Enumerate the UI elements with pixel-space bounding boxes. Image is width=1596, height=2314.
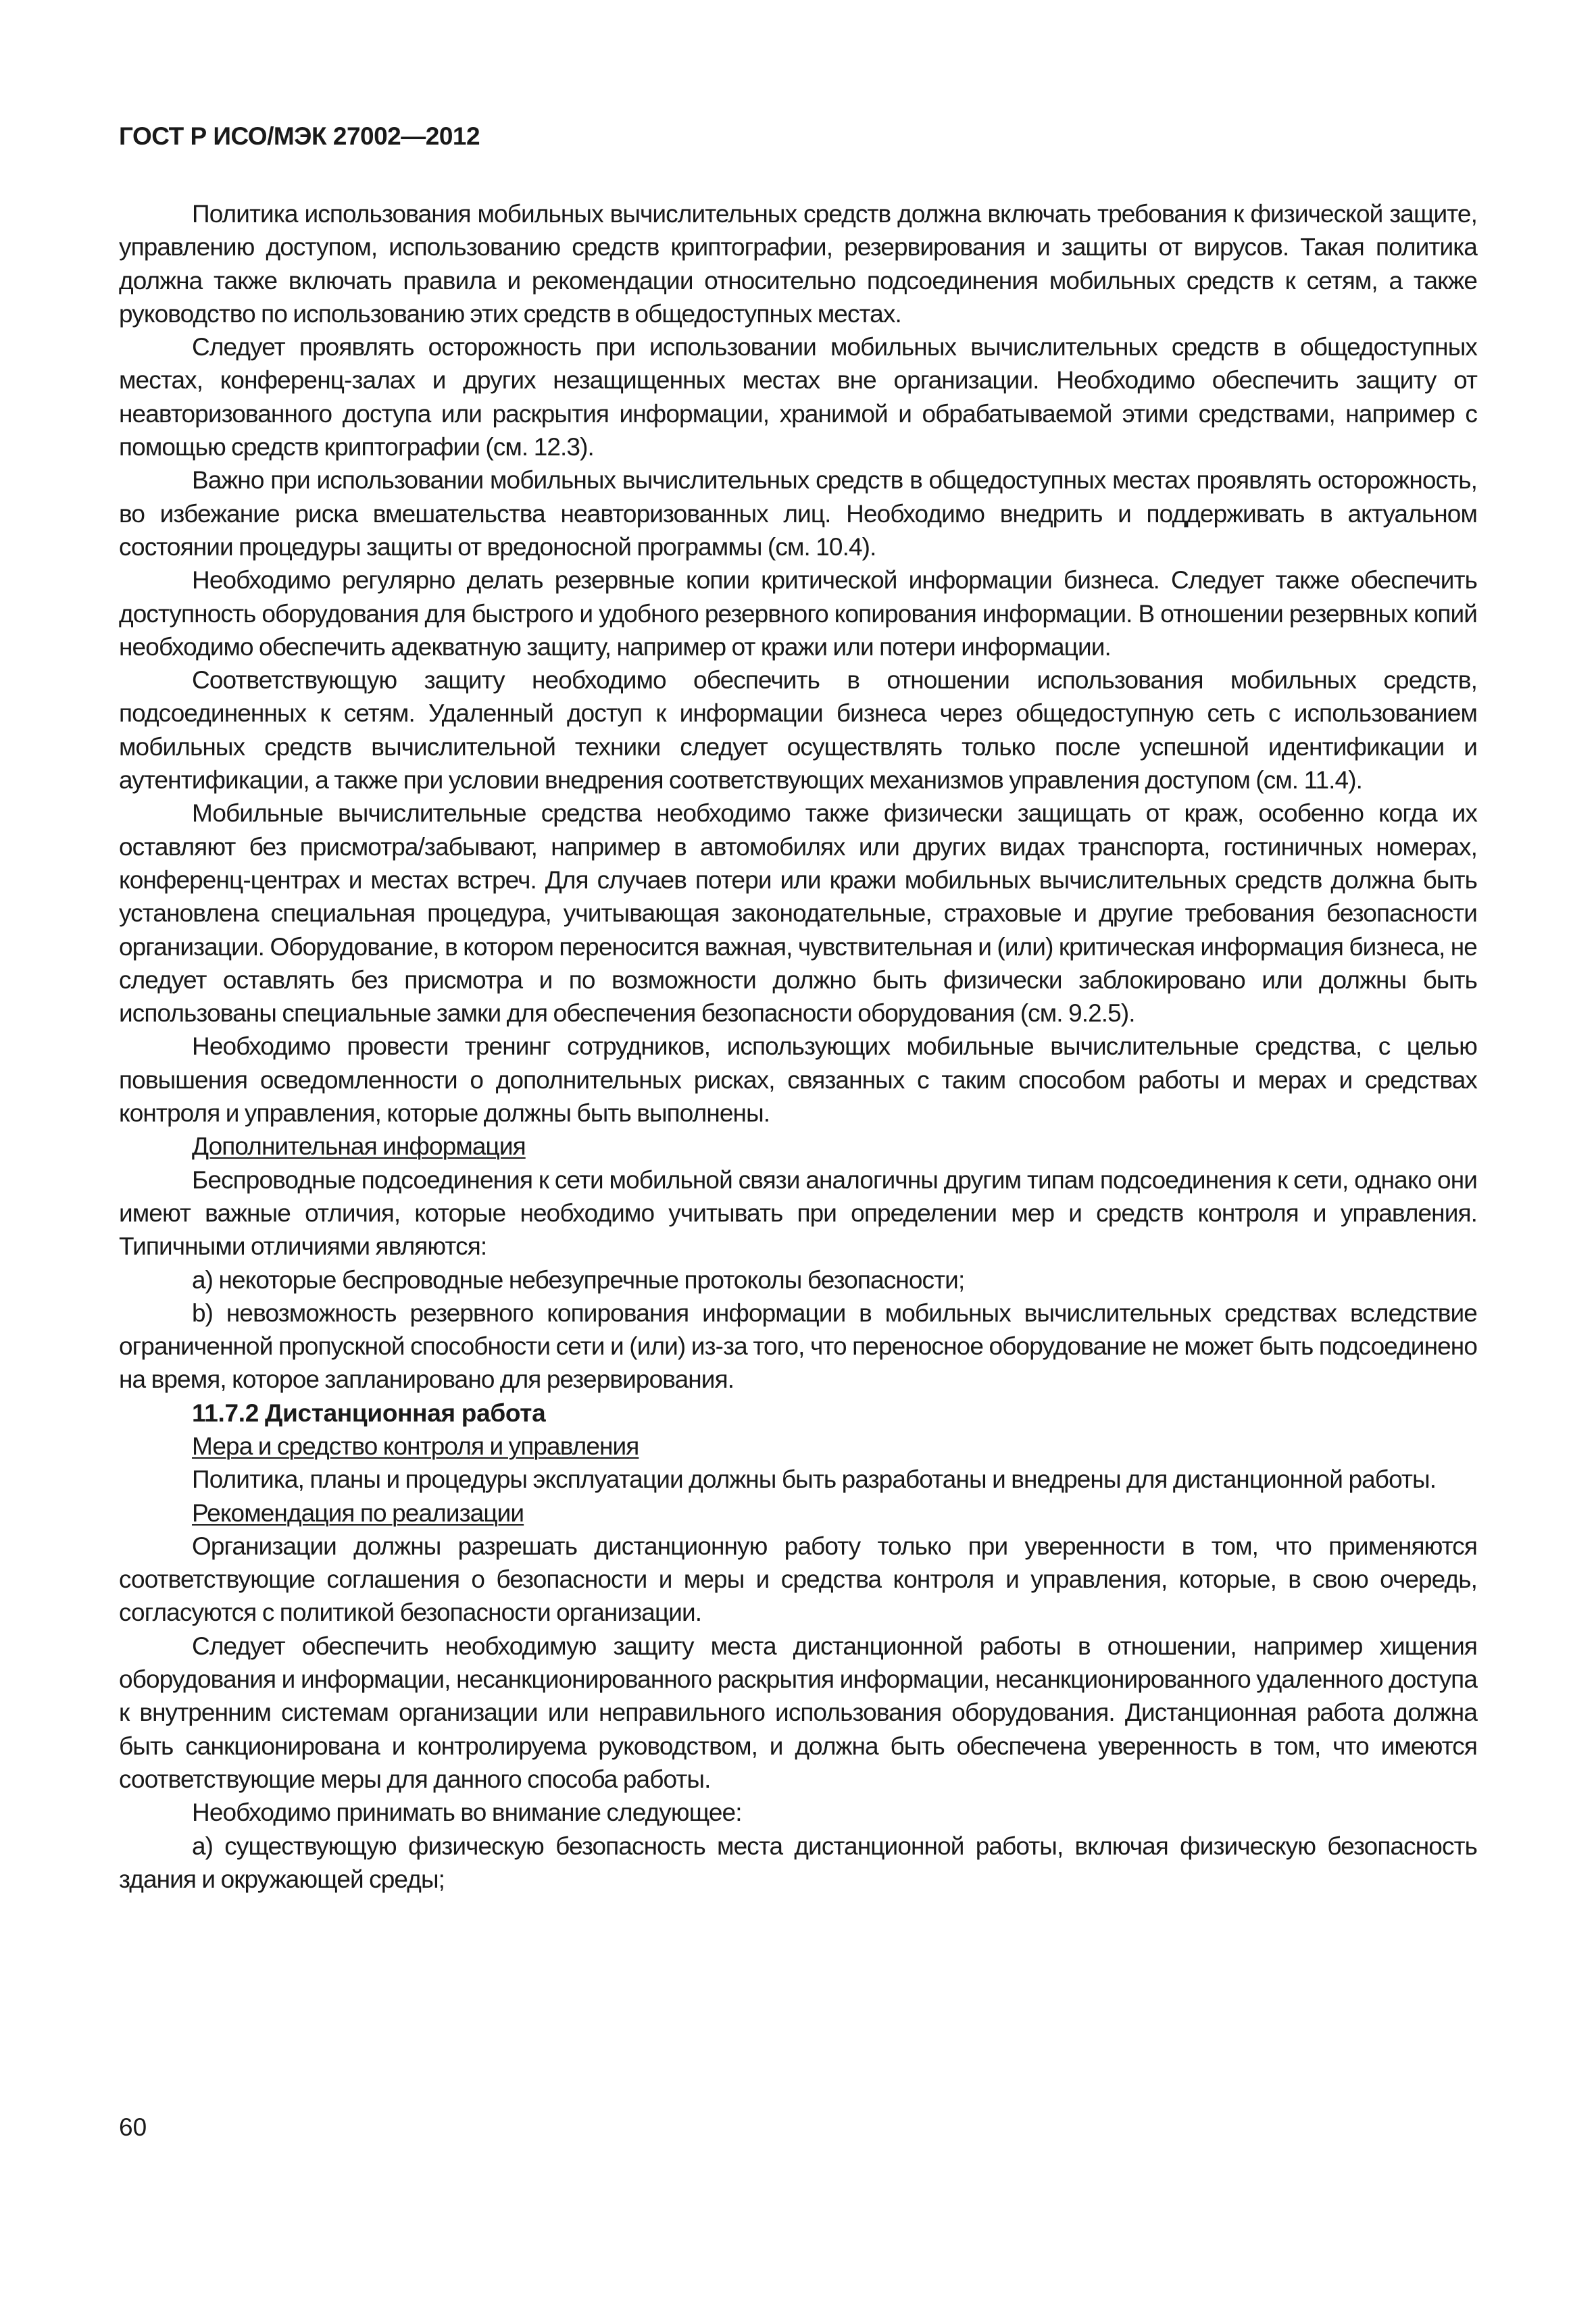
paragraph: Беспроводные подсоединения к сети мобильной связи аналогичны другим типам подсоединения к сети, однако они имеют важные отличия, которые необходимо учитывать при определении мер и средств контроля и управления. Типичными отличиями являются:: [119, 1165, 1477, 1261]
paragraph: Следует проявлять осторожность при использовании мобильных вычислительных средств в общедоступных местах, конференц-залах и других незащищенных местах вне организации. Необходимо обеспечить защиту от неавторизованного доступа или раскрытия информации, хранимой и обрабатываемой этими средствами, например с помощью средств криптографии (см. 12.3).: [119, 333, 1477, 461]
subheading-control-measure: [119, 1430, 1477, 1463]
paragraph: Необходимо регулярно делать резервные копии критической информации бизнеса. Следует также обеспечить доступность оборудования для быстрого и удобного резервного копирования информации. В отношении резервных копий необходимо обеспечить адекватную защиту, например от кражи или потери информации.: [119, 566, 1477, 661]
paragraph: Соответствующую защиту необходимо обеспечить в отношении использования мобильных средств, подсоединенных к сетям. Удаленный доступ к информации бизнеса через общедоступную сеть с использованием мобильных средств вычислительной техники следует осуществлять только после успешной идентификации и аутентификации, а также при условии внедрения соответствующих механизмов управления доступом (см. 11.4).: [119, 666, 1477, 795]
subheading-implementation-guidance: [119, 1496, 1477, 1530]
subheading-text: Дополнительная информация: [192, 1132, 526, 1161]
paragraph: Необходимо провести тренинг сотрудников, использующих мобильные вычислительные средства, с целью повышения осведомленности о дополнительных рисках, связанных с таким способом работы и мерах и средствах контроля и управления, которые должны быть выполнены.: [119, 1032, 1477, 1128]
list-item: a) существующую физическую безопасность места дистанционной работы, включая физическую безопасность здания и окружающей среды;: [119, 1832, 1477, 1893]
standard-header: ГОСТ Р ИСО/МЭК 27002—2012: [119, 122, 480, 150]
list-item: a) некоторые беспроводные небезупречные протоколы безопасности;: [192, 1265, 965, 1294]
paragraph: Политика, планы и процедуры эксплуатации должны быть разработаны и внедрены для дистанционной работы.: [192, 1465, 1437, 1494]
paragraph: Следует обеспечить необходимую защиту места дистанционной работы в отношении, например хищения оборудования и информации, несанкционированного раскрытия информации, несанкционированного удаленного доступа к внутренним системам организации или неправильного использования оборудования. Дистанционная работа должна быть санкционирована и контролируема руководством, и должна быть обеспечена уверенность в том, что имеются соответствующие меры для данного способа работы.: [119, 1632, 1477, 1793]
paragraph: Важно при использовании мобильных вычислительных средств в общедоступных местах проявлять осторожность, во избежание риска вмешательства неавторизованных лиц. Необходимо внедрить и поддерживать в актуальном состоянии процедуры защиты от вредоносной программы (см. 10.4).: [119, 466, 1477, 561]
document-body: [119, 197, 1477, 1896]
paragraph: Мобильные вычислительные средства необходимо также физически защищать от краж, особенно когда их оставляют без присмотра/забывают, например в автомобилях или других видах транспорта, гостиничных номерах, конференц-центрах и местах встреч. Для случаев потери или кражи мобильных вычислительных средств должна быть установлена специальная процедура, учитывающая законодательные, страховые и другие требования безопасности организации. Оборудование, в котором переносится важная, чувствительная и (или) критическая информация бизнеса, не следует оставлять без присмотра и по возможности должно быть физически заблокировано или должны быть использованы специальные замки для обеспечения безопасности оборудования (см. 9.2.5).: [119, 799, 1477, 1028]
page-number: 60: [119, 2113, 147, 2141]
subheading-text: Рекомендация по реализации: [192, 1499, 524, 1527]
list-item: b) невозможность резервного копирования информации в мобильных вычислительных средствах вследствие ограниченной пропускной способности сети и (или) из-за того, что переносное оборудование не может быть подсоединено на время, которое запланировано для резервирования.: [119, 1299, 1477, 1394]
subheading-additional-info: [119, 1130, 1477, 1163]
paragraph: Организации должны разрешать дистанционную работу только при уверенности в том, что применяются соответствующие соглашения о безопасности и меры и средства контроля и управления, которые, в свою очередь, согласуются с политикой безопасности организации.: [119, 1532, 1477, 1627]
paragraph: Политика использования мобильных вычислительных средств должна включать требования к физической защите, управлению доступом, использованию средств криптографии, резервирования и защиты от вирусов. Такая политика должна также включать правила и рекомендации относительно подсоединения мобильных средств к сетям, а также руководство по использованию этих средств в общедоступных местах.: [119, 200, 1477, 328]
paragraph: Необходимо принимать во внимание следующее:: [192, 1799, 742, 1827]
subheading-text: Мера и средство контроля и управления: [192, 1432, 639, 1460]
section-heading: 11.7.2 Дистанционная работа: [192, 1399, 546, 1427]
